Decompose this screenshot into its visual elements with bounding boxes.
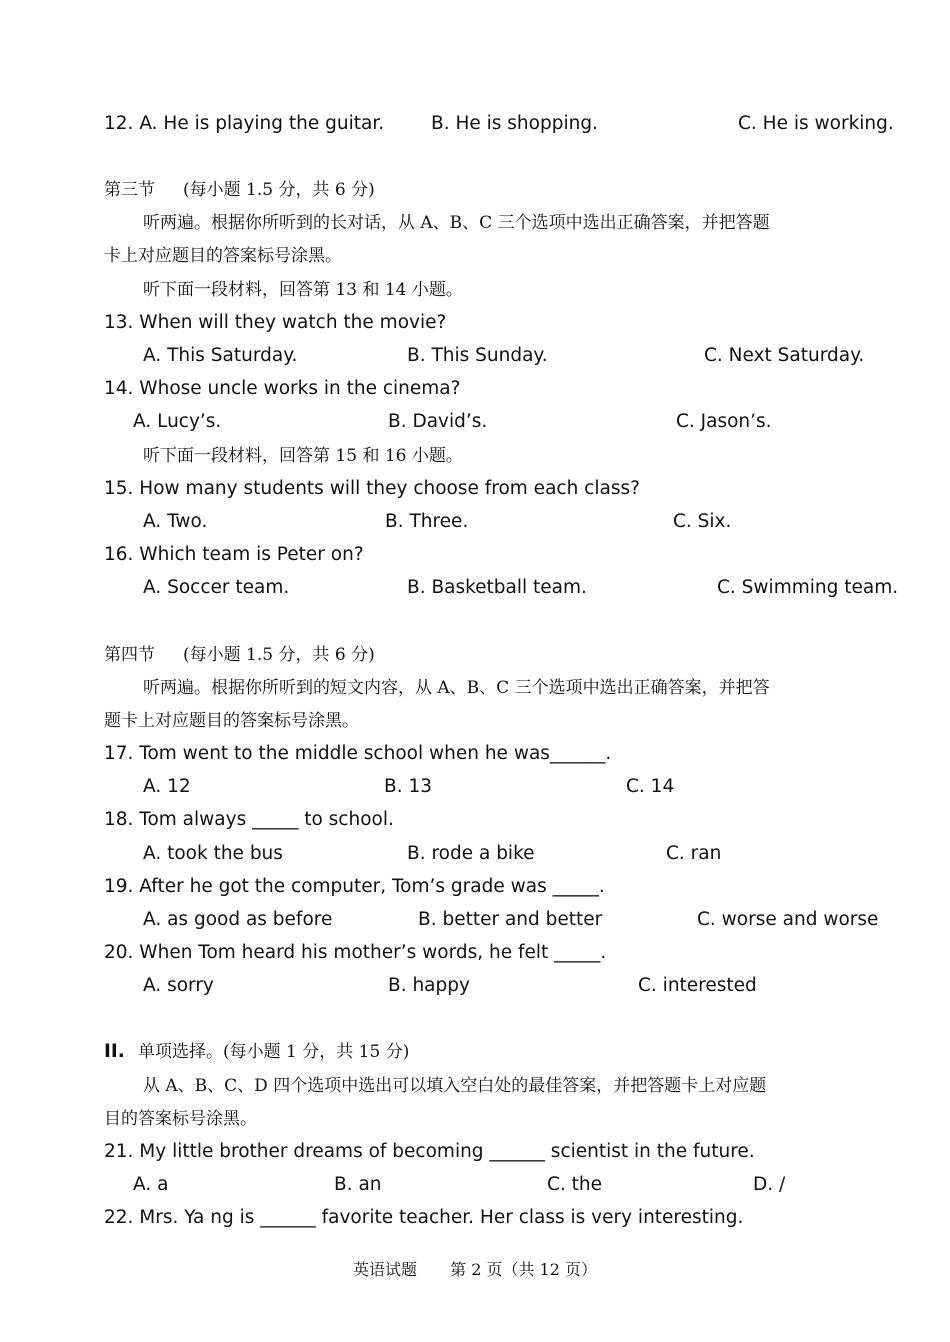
- section3-material1: 听下面一段材料，回答第 13 和 14 小题。: [143, 280, 463, 300]
- footer-page-number: 第 2 页（共 12 页）: [450, 1260, 597, 1279]
- q14-option-b: B. David’s.: [388, 411, 488, 432]
- q19-option-c: C. worse and worse: [697, 909, 879, 930]
- section3-instruction-line2: 卡上对应题目的答案标号涂黑。: [104, 246, 342, 266]
- q22-question: 22. Mrs. Ya ng is ______ favorite teacher. Her class is very interesting.: [104, 1207, 744, 1228]
- part2-title: 单项选择。(每小题 1 分，共 15 分): [138, 1042, 410, 1062]
- q17-option-a: A. 12: [143, 776, 191, 797]
- section4-title: 第四节: [104, 645, 155, 665]
- q16-question: 16. Which team is Peter on?: [104, 544, 364, 565]
- q15-option-a: A. Two.: [143, 511, 208, 532]
- page-footer: [0, 1257, 950, 1280]
- q16-option-a: A. Soccer team.: [143, 577, 290, 598]
- q12-option-b: B. He is shopping.: [431, 113, 598, 134]
- q17-option-b: B. 13: [384, 776, 432, 797]
- q21-question: 21. My little brother dreams of becoming ______ scientist in the future.: [104, 1141, 755, 1162]
- part2-instruction-line2: 目的答案标号涂黑。: [104, 1109, 257, 1129]
- q17-question: 17. Tom went to the middle school when he was______.: [104, 743, 612, 764]
- q13-option-c: C. Next Saturday.: [704, 345, 865, 366]
- q13-question: 13. When will they watch the movie?: [104, 312, 447, 333]
- q21-option-c: C. the: [547, 1174, 603, 1195]
- part2-roman-numeral: II.: [104, 1041, 125, 1062]
- footer-subject: 英语试题: [353, 1260, 418, 1279]
- q14-option-a: A. Lucy’s.: [133, 411, 222, 432]
- q15-option-b: B. Three.: [385, 511, 469, 532]
- section4-instruction-line1: 听两遍。根据你所听到的短文内容，从 A、B、C 三个选项中选出正确答案，并把答: [143, 678, 770, 698]
- q16-option-c: C. Swimming team.: [717, 577, 899, 598]
- section3-score: (每小题 1.5 分，共 6 分): [183, 180, 375, 200]
- q20-question: 20. When Tom heard his mother’s words, he felt _____.: [104, 942, 607, 963]
- q15-question: 15. How many students will they choose from each class?: [104, 478, 640, 499]
- q21-option-a: A. a: [133, 1174, 169, 1195]
- section4-instruction-line2: 题卡上对应题目的答案标号涂黑。: [104, 711, 359, 731]
- q13-option-b: B. This Sunday.: [407, 345, 548, 366]
- q16-option-b: B. Basketball team.: [407, 577, 587, 598]
- q18-question: 18. Tom always _____ to school.: [104, 809, 394, 830]
- q19-question: 19. After he got the computer, Tom’s grade was _____.: [104, 876, 605, 897]
- q18-option-a: A. took the bus: [143, 843, 283, 864]
- q14-question: 14. Whose uncle works in the cinema?: [104, 378, 461, 399]
- q20-option-a: A. sorry: [143, 975, 214, 996]
- q20-option-b: B. happy: [388, 975, 470, 996]
- section3-title: 第三节: [104, 180, 155, 200]
- q18-option-b: B. rode a bike: [407, 843, 535, 864]
- section3-instruction-line1: 听两遍。根据你所听到的长对话，从 A、B、C 三个选项中选出正确答案，并把答题: [143, 213, 770, 233]
- q13-option-a: A. This Saturday.: [143, 345, 298, 366]
- q19-option-b: B. better and better: [418, 909, 603, 930]
- q14-option-c: C. Jason’s.: [676, 411, 772, 432]
- q15-option-c: C. Six.: [673, 511, 732, 532]
- q19-option-a: A. as good as before: [143, 909, 333, 930]
- q18-option-c: C. ran: [666, 843, 722, 864]
- q12-option-c: C. He is working.: [738, 113, 894, 134]
- part2-instruction-line1: 从 A、B、C、D 四个选项中选出可以填入空白处的最佳答案，并把答题卡上对应题: [143, 1076, 767, 1096]
- section3-material2: 听下面一段材料，回答第 15 和 16 小题。: [143, 446, 463, 466]
- q12-options-a: 12. A. He is playing the guitar.: [104, 113, 385, 134]
- section4-score: (每小题 1.5 分，共 6 分): [183, 645, 375, 665]
- q21-option-b: B. an: [334, 1174, 382, 1195]
- q21-option-d: D. /: [753, 1174, 786, 1195]
- q17-option-c: C. 14: [626, 776, 675, 797]
- q20-option-c: C. interested: [638, 975, 757, 996]
